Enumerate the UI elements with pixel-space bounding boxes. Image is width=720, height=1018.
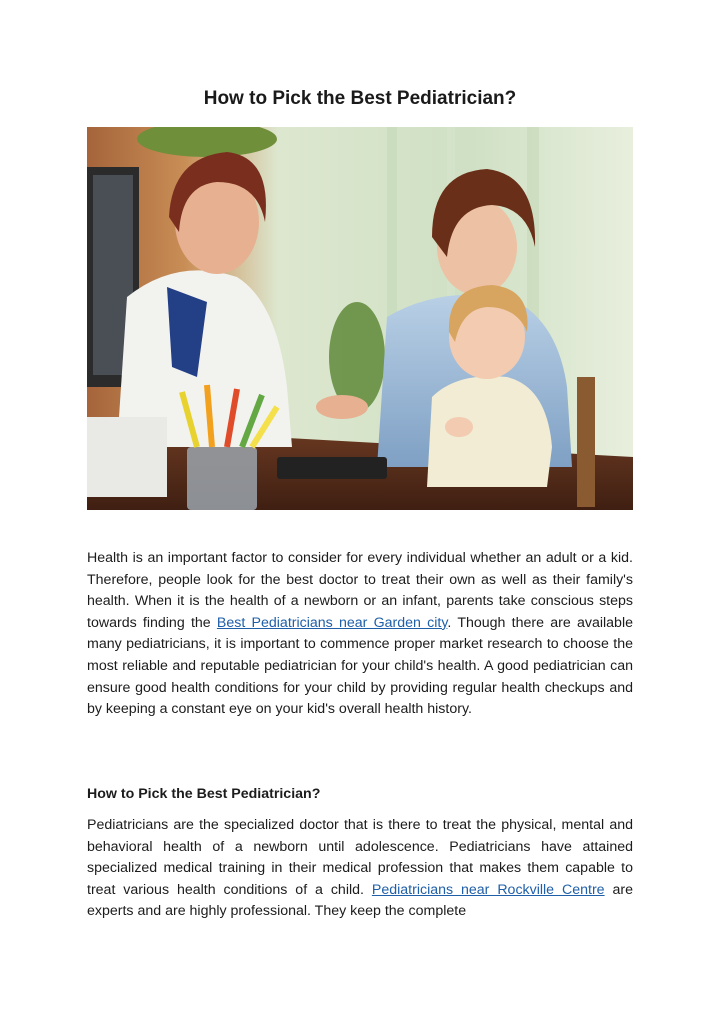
body-text-end: are experts and are highly professional. They keep the complete	[87, 881, 633, 920]
link-pediatricians-rockville-centre[interactable]: Pediatricians near Rockville Centre	[371, 881, 605, 898]
page-title: How to Pick the Best Pediatrician?	[203, 88, 517, 109]
intro-text-start: Health is an important factor to consider for every individual whether an adult or a kid. Therefore, people look for the best doctor to treat their own as well as their family's health. When it is the health of a newborn or an infant, parents take conscious steps towards finding the	[87, 550, 633, 631]
body-text-start: Pediatricians are the specialized doctor that is there to treat the physical, mental and behavioral health of a newborn until adolescence. Pediatricians have attained specialized medical training in their medical profession that makes them capable to treat various health conditions of a child.	[87, 817, 633, 898]
link-best-pediatricians-garden-city[interactable]: Best Pediatricians near Garden city	[216, 614, 448, 631]
intro-text-end: . Though there are available many pediatricians, it is important to commence proper market research to choose the most reliable and reputable pediatrician for your child's health. A good pediatrician can ensure good health conditions for your child by providing regular health checkups and by keeping a constant eye on your kid's overall health history.	[87, 614, 633, 718]
body-paragraph	[87, 815, 633, 923]
section-heading: How to Pick the Best Pediatrician?	[87, 786, 321, 802]
photo-illustration	[87, 127, 633, 510]
hero-photo	[87, 127, 633, 510]
intro-paragraph	[87, 548, 633, 721]
